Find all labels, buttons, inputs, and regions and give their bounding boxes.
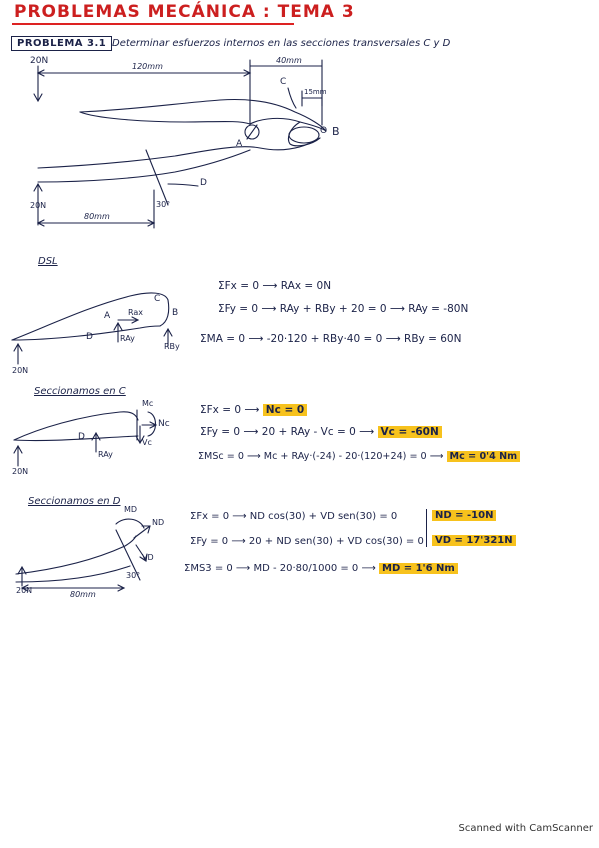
- section-c-result-nc: Nc = 0: [263, 404, 307, 416]
- load-label-top: 20N: [30, 56, 49, 66]
- section-c-heading: Seccionamos en C: [34, 386, 126, 397]
- dsl-load: 20N: [12, 366, 29, 375]
- section-d-diagram: [16, 519, 150, 591]
- scanner-watermark: Scanned with CamScanner: [458, 823, 593, 834]
- section-c-nc: Nc: [158, 419, 170, 429]
- section-d-eq-m-lhs: ΣMS3 = 0 ⟶ MD - 20·80/1000 = 0 ⟶: [184, 563, 376, 574]
- section-d-eq-fy: ΣFy = 0 ⟶ 20 + ND sen(30) + VD cos(30) = 0: [190, 536, 424, 547]
- section-c-eq-fy-lhs: ΣFy = 0 ⟶ 20 + RAy - Vc = 0 ⟶: [200, 426, 375, 438]
- section-c-eq-m: [198, 451, 520, 462]
- section-d-result-nd-wrap: [432, 510, 496, 521]
- section-c-result-vc: Vc = -60N: [378, 426, 442, 438]
- dsl-heading: DSL: [38, 256, 58, 267]
- dim-40: 40mm: [276, 56, 302, 65]
- section-c-ray: RAy: [98, 450, 113, 459]
- section-d-result-nd: ND = -10N: [432, 510, 496, 521]
- section-d-result-md: MD = 1'6 Nm: [379, 563, 458, 574]
- angle-30: 30°: [156, 200, 171, 209]
- section-c-eq-fx-lhs: ΣFx = 0 ⟶: [200, 404, 260, 416]
- section-c-eq-fx: [200, 404, 307, 416]
- dim-120: 120mm: [132, 62, 163, 71]
- section-d-eq-m: [184, 563, 458, 574]
- section-c-eq-fy: [200, 426, 442, 438]
- dsl-eq-ma: ΣMA = 0 ⟶ -20·120 + RBy·40 = 0 ⟶ RBy = 60N: [200, 333, 462, 345]
- problem-statement: Determinar esfuerzos internos en las secciones transversales C y D: [112, 38, 451, 49]
- label-b: B: [332, 125, 340, 138]
- load-label-bottom: 20N: [30, 201, 47, 210]
- section-d-md: MD: [124, 505, 138, 514]
- dim-80: 80mm: [84, 212, 110, 221]
- section-c-mc: Mc: [142, 399, 154, 408]
- label-d: D: [200, 178, 207, 188]
- dsl-label-c: C: [154, 294, 161, 304]
- dsl-label-a: A: [104, 311, 111, 321]
- label-o: O: [320, 126, 328, 136]
- section-d-result-vd: VD = 17'321N: [432, 535, 516, 546]
- section-c-result-mc: Mc = 0'4 Nm: [447, 451, 521, 462]
- dsl-eq-fy: ΣFy = 0 ⟶ RAy + RBy + 20 = 0 ⟶ RAy = -80N: [218, 303, 469, 315]
- dsl-label-d: D: [86, 332, 93, 342]
- label-a: A: [236, 139, 243, 149]
- dsl-eq-fx: ΣFx = 0 ⟶ RAx = 0N: [218, 280, 332, 292]
- page-title: PROBLEMAS MECÁNICA : TEMA 3: [14, 2, 355, 22]
- label-c: C: [280, 77, 287, 87]
- section-c-d: D: [78, 432, 85, 442]
- dsl-label-rby: RBy: [164, 342, 180, 351]
- dsl-label-ray: RAy: [120, 334, 135, 343]
- section-d-heading: Seccionamos en D: [28, 496, 121, 507]
- section-d-result-vd-wrap: [432, 535, 516, 546]
- results-brace: [426, 509, 431, 547]
- section-c-diagram: [14, 410, 156, 466]
- section-d-load: 20N: [16, 586, 33, 595]
- section-d-dim-80: 80mm: [70, 590, 96, 599]
- section-d-angle: 30°: [126, 571, 141, 580]
- dim-15: 15mm: [304, 88, 327, 96]
- section-c-vc: Vc: [142, 438, 152, 447]
- section-d-nd: ND: [152, 518, 165, 527]
- dsl-label-b: B: [172, 308, 179, 318]
- section-c-eq-m-lhs: ΣMSc = 0 ⟶ Mc + RAy·(-24) - 20·(120+24) = 0 ⟶: [198, 451, 444, 462]
- dsl-diagram: [12, 293, 172, 364]
- section-d-eq-fx: ΣFx = 0 ⟶ ND cos(30) + VD sen(30) = 0: [190, 511, 398, 522]
- section-d-vd: VD: [142, 553, 154, 562]
- dsl-label-rax: Rax: [128, 308, 144, 317]
- problem-label: PROBLEMA 3.1: [11, 36, 112, 51]
- section-c-load: 20N: [12, 467, 29, 476]
